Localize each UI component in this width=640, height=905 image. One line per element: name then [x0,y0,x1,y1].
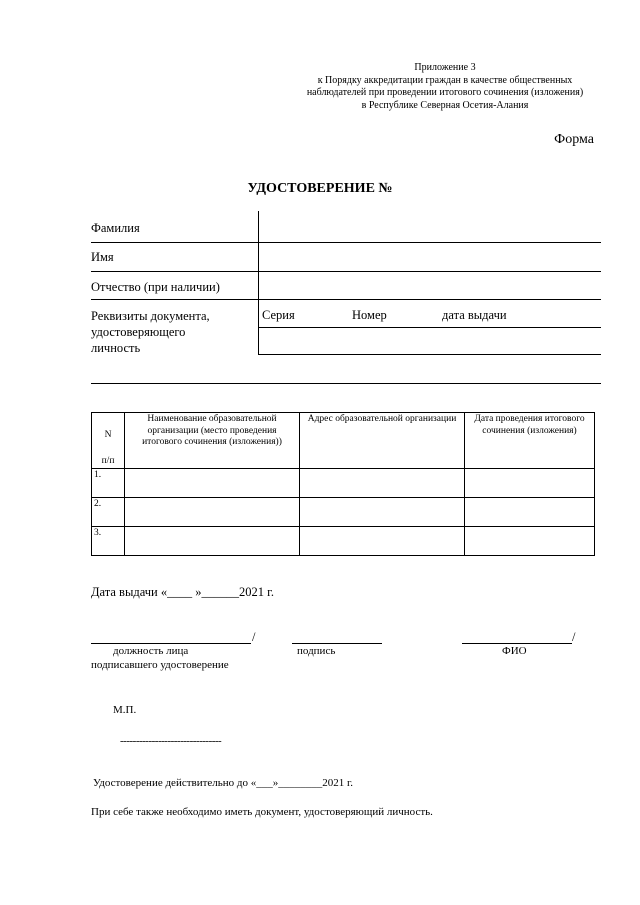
slash-separator: / [572,630,576,644]
signature-label: подпись [297,645,336,657]
surname-line [91,242,601,243]
stamp-label: М.П. [113,704,137,716]
row-number: 3. [92,527,125,556]
name-line [91,271,601,272]
date-cell[interactable] [465,469,595,498]
org-cell[interactable] [125,527,300,556]
column-address-header: Адрес образовательной организации [300,413,465,469]
appendix-header [240,62,640,112]
org-cell[interactable] [125,498,300,527]
series-label: Серия [262,308,295,322]
surname-label: Фамилия [91,221,140,235]
organizations-table [91,412,595,556]
position-label: должность лица [113,645,189,657]
document-details-label: Реквизиты документа, удостоверяющего личность [91,309,210,355]
patronymic-label: Отчество (при наличии) [91,280,220,294]
issue-date-label: дата выдачи [442,308,507,322]
signature-line [292,643,382,644]
date-cell[interactable] [465,527,595,556]
position-label-continued: подписавшего удостоверение [91,659,229,671]
field-divider [258,211,259,354]
number-label: Номер [352,308,387,322]
column-date-header: Дата проведения итогового сочинения (изложения) [465,413,595,469]
issue-date-line: Дата выдачи «____ »______2021 г. [91,585,274,599]
org-cell[interactable] [125,469,300,498]
table-row [92,527,595,556]
appendix-number: Приложение 3 [414,62,476,73]
address-cell[interactable] [300,527,465,556]
table-header-row [92,413,595,469]
appendix-line: к Порядку аккредитации граждан в качестве общественных [317,74,573,86]
document-line-3 [91,383,601,384]
date-cell[interactable] [465,498,595,527]
column-org-header: Наименование образовательной организации (место проведения итогового сочинения (изложения)) [125,413,300,469]
stamp-dashes: -------------------------------- [120,735,222,747]
column-number-header: N п/п [92,413,125,469]
position-signature-line [91,643,251,644]
row-number: 1. [92,469,125,498]
document-title: УДОСТОВЕРЕНИЕ № [247,181,393,196]
document-line-2 [258,354,601,355]
address-cell[interactable] [300,469,465,498]
name-label: Имя [91,250,114,264]
row-number: 2. [92,498,125,527]
appendix-line: в Республике Северная Осетия-Алания [361,99,529,111]
slash-separator: / [252,630,256,644]
form-label: Форма [554,132,594,147]
patronymic-line [91,299,601,300]
address-cell[interactable] [300,498,465,527]
validity-line: Удостоверение действительно до «___»________2021 г. [93,777,354,789]
identity-document-note: При себе также необходимо иметь документ, удостоверяющий личность. [91,806,433,818]
appendix-line: наблюдателей при проведении итогового сочинения (изложения) [306,87,584,98]
document-line-1 [258,327,601,328]
fio-line [462,643,572,644]
fio-label: ФИО [502,645,527,657]
table-row [92,469,595,498]
table-row [92,498,595,527]
